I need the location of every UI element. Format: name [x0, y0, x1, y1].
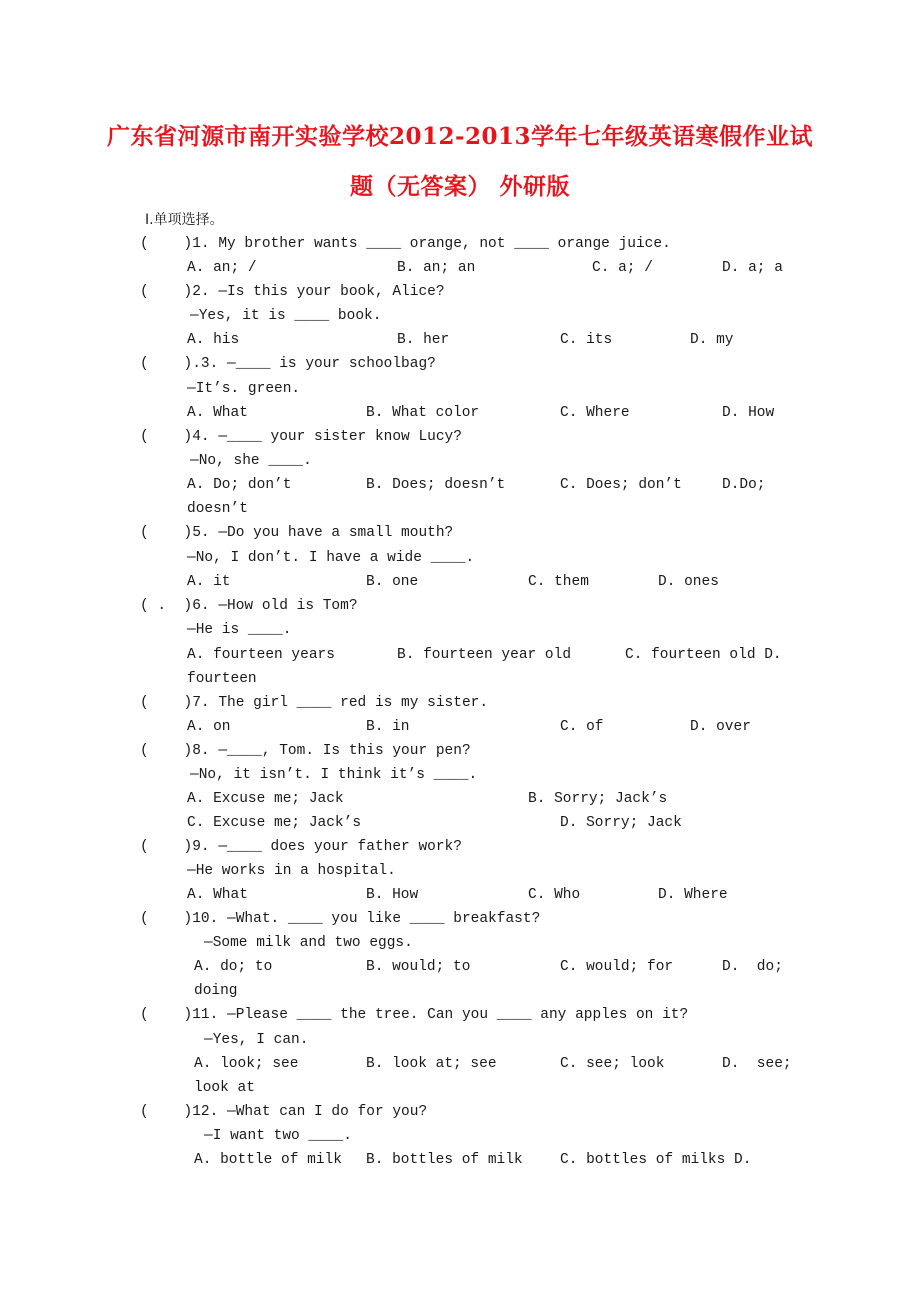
option-a: A. an; /	[187, 260, 257, 276]
option-b: B. an; an	[397, 260, 476, 276]
question-stem: ( )9. —____ does your father work?	[140, 839, 462, 855]
option-d: D. my	[690, 332, 734, 348]
question-stem: ( )4. —____ your sister know Lucy?	[140, 429, 462, 445]
option-overflow: doesn’t	[187, 501, 248, 517]
option-b: B. bottles of milk	[366, 1152, 523, 1168]
section-heading: Ⅰ.单项选择。	[145, 212, 224, 228]
option-c: C. see; look	[560, 1056, 665, 1072]
option-b: B. look at; see	[366, 1056, 497, 1072]
document-title-line-2: 题（无答案） 外研版	[349, 173, 570, 200]
option-d: D. see;	[722, 1056, 792, 1072]
question-answer-line: —No, she ____.	[190, 453, 312, 469]
option-c: C. Where	[560, 405, 630, 421]
option-a: A. What	[187, 405, 248, 421]
option-b: B. in	[366, 719, 410, 735]
option-a: A. fourteen years	[187, 647, 335, 663]
question-answer-line: —He works in a hospital.	[187, 863, 396, 879]
question-stem: ( . )6. —How old is Tom?	[140, 598, 358, 614]
option-overflow: look at	[194, 1080, 255, 1096]
question-answer-line: —Yes, it is ____ book.	[190, 308, 382, 324]
question-answer-line: —No, it isn’t. I think it’s ____.	[190, 767, 478, 783]
option-a: A. What	[187, 887, 248, 903]
option-overflow: fourteen	[187, 671, 257, 687]
option-overflow: doing	[194, 983, 238, 999]
question-stem: ( )8. —____, Tom. Is this your pen?	[140, 743, 471, 759]
option-c: C. its	[560, 332, 613, 348]
option-b: B. her	[397, 332, 450, 348]
option-c: C. Does; don’t	[560, 477, 682, 493]
option-c: C. Who	[528, 887, 581, 903]
option-b: B. Does; doesn’t	[366, 477, 506, 493]
option-b: B. fourteen year old	[397, 647, 572, 663]
option-d: D. over	[690, 719, 751, 735]
option-d: D. do;	[722, 959, 783, 975]
option-c: C. a; /	[592, 260, 653, 276]
option-d: D. Sorry; Jack	[560, 815, 682, 831]
question-answer-line: —I want two ____.	[204, 1128, 352, 1144]
option-b: B. What color	[366, 405, 480, 421]
option-b: B. would; to	[366, 959, 471, 975]
question-stem: ( )11. —Please ____ the tree. Can you ____ any apples on it?	[140, 1007, 689, 1023]
question-stem: ( )1. My brother wants ____ orange, not ____ orange juice.	[140, 236, 671, 252]
document-title-line-1: 广东省河源市南开实验学校2012-2013学年七年级英语寒假作业试	[106, 123, 814, 150]
option-a: A. Excuse me; Jack	[187, 791, 344, 807]
option-c: C. would; for	[560, 959, 674, 975]
question-stem: ( )5. —Do you have a small mouth?	[140, 525, 454, 541]
option-d: D. ones	[658, 574, 719, 590]
question-stem: ( )7. The girl ____ red is my sister.	[140, 695, 489, 711]
question-stem: ( ).3. —____ is your schoolbag?	[140, 356, 436, 372]
option-a: A. do; to	[194, 959, 273, 975]
option-b: B. one	[366, 574, 419, 590]
question-answer-line: —It’s. green.	[187, 381, 301, 397]
option-a: A. bottle of milk	[194, 1152, 342, 1168]
option-d: D.Do;	[722, 477, 766, 493]
option-c: C. fourteen old D.	[625, 647, 782, 663]
option-c: C. of	[560, 719, 604, 735]
option-c: C. Excuse me; Jack’s	[187, 815, 362, 831]
option-d: D. How	[722, 405, 775, 421]
option-b: B. Sorry; Jack’s	[528, 791, 668, 807]
option-a: A. Do; don’t	[187, 477, 292, 493]
question-answer-line: —No, I don’t. I have a wide ____.	[187, 550, 475, 566]
option-b: B. How	[366, 887, 419, 903]
question-stem: ( )2. —Is this your book, Alice?	[140, 284, 445, 300]
option-a: A. on	[187, 719, 231, 735]
option-a: A. look; see	[194, 1056, 299, 1072]
question-answer-line: —Some milk and two eggs.	[204, 935, 413, 951]
question-answer-line: —He is ____.	[187, 622, 292, 638]
option-a: A. his	[187, 332, 240, 348]
option-d: D. a; a	[722, 260, 783, 276]
option-a: A. it	[187, 574, 231, 590]
question-stem: ( )10. —What. ____ you like ____ breakfast?	[140, 911, 541, 927]
option-c: C. them	[528, 574, 589, 590]
question-stem: ( )12. —What can I do for you?	[140, 1104, 428, 1120]
question-answer-line: —Yes, I can.	[204, 1032, 309, 1048]
option-c: C. bottles of milks D.	[560, 1152, 752, 1168]
option-d: D. Where	[658, 887, 728, 903]
